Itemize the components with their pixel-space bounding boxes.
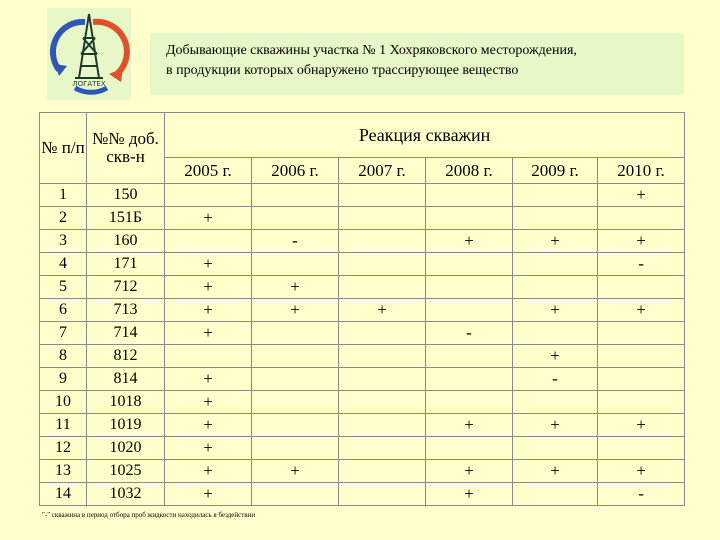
table-row bbox=[40, 230, 685, 253]
reaction-cell bbox=[339, 230, 426, 253]
reaction-cell bbox=[513, 391, 598, 414]
reaction-cell bbox=[252, 483, 339, 506]
header-year: 2010 г. bbox=[598, 158, 685, 184]
reaction-cell: + bbox=[598, 299, 685, 322]
header-well-reaction: Реакция скважин bbox=[165, 113, 685, 158]
reaction-cell bbox=[252, 368, 339, 391]
table-row bbox=[40, 391, 685, 414]
reaction-cell: + bbox=[426, 414, 513, 437]
table-row bbox=[40, 184, 685, 207]
reaction-cell bbox=[513, 322, 598, 345]
reaction-cell bbox=[426, 437, 513, 460]
reaction-cell bbox=[252, 184, 339, 207]
well-number-cell: 1020 bbox=[87, 437, 165, 460]
logo-emblem-icon bbox=[47, 8, 131, 100]
reaction-cell: - bbox=[513, 368, 598, 391]
reaction-cell bbox=[339, 460, 426, 483]
reaction-cell bbox=[339, 368, 426, 391]
row-number-cell: 4 bbox=[40, 253, 87, 276]
reaction-cell: + bbox=[513, 345, 598, 368]
well-number-cell: 150 bbox=[87, 184, 165, 207]
reaction-cell bbox=[252, 207, 339, 230]
well-number-cell: 1025 bbox=[87, 460, 165, 483]
table-row bbox=[40, 437, 685, 460]
footnote: "-" скважина в период отбора проб жидкости находилась в бездействии bbox=[42, 511, 256, 519]
row-number-cell: 8 bbox=[40, 345, 87, 368]
reaction-cell: + bbox=[426, 460, 513, 483]
reaction-cell: - bbox=[598, 483, 685, 506]
well-number-cell: 151Б bbox=[87, 207, 165, 230]
reaction-cell bbox=[252, 437, 339, 460]
reaction-cell: + bbox=[165, 391, 252, 414]
well-number-cell: 1018 bbox=[87, 391, 165, 414]
reaction-cell: + bbox=[165, 253, 252, 276]
title-line-2: в продукции которых обнаружено трассирующее вещество bbox=[166, 63, 519, 78]
reaction-cell bbox=[598, 345, 685, 368]
reaction-cell: + bbox=[513, 414, 598, 437]
table-row bbox=[40, 483, 685, 506]
reaction-cell bbox=[513, 184, 598, 207]
row-number-cell: 7 bbox=[40, 322, 87, 345]
row-number-cell: 3 bbox=[40, 230, 87, 253]
reaction-cell bbox=[426, 368, 513, 391]
reaction-cell bbox=[339, 437, 426, 460]
row-number-cell: 6 bbox=[40, 299, 87, 322]
well-number-cell: 160 bbox=[87, 230, 165, 253]
reaction-cell bbox=[598, 368, 685, 391]
logo-text: ЛОГАТЕХ bbox=[72, 80, 106, 88]
well-number-cell: 1032 bbox=[87, 483, 165, 506]
slide-title bbox=[150, 33, 684, 95]
reaction-cell: + bbox=[513, 460, 598, 483]
title-line-1: Добывающие скважины участка № 1 Хохряковского месторождения, bbox=[166, 43, 577, 58]
reaction-cell: + bbox=[165, 414, 252, 437]
reaction-cell bbox=[426, 184, 513, 207]
reaction-cell: + bbox=[165, 322, 252, 345]
well-number-cell: 171 bbox=[87, 253, 165, 276]
header-year: 2005 г. bbox=[165, 158, 252, 184]
reaction-cell: - bbox=[426, 322, 513, 345]
table-row bbox=[40, 207, 685, 230]
table-row bbox=[40, 345, 685, 368]
reaction-cell bbox=[165, 230, 252, 253]
row-number-cell: 5 bbox=[40, 276, 87, 299]
reaction-cell bbox=[252, 391, 339, 414]
reaction-cell: + bbox=[426, 483, 513, 506]
header-year: 2008 г. bbox=[426, 158, 513, 184]
reaction-cell bbox=[513, 483, 598, 506]
reaction-cell bbox=[513, 276, 598, 299]
reaction-cell: - bbox=[252, 230, 339, 253]
reaction-cell: + bbox=[165, 276, 252, 299]
reaction-cell bbox=[339, 253, 426, 276]
header-row-number: № п/п bbox=[40, 113, 87, 184]
reaction-cell bbox=[513, 253, 598, 276]
row-number-cell: 12 bbox=[40, 437, 87, 460]
reaction-cell bbox=[426, 207, 513, 230]
reaction-cell: + bbox=[339, 299, 426, 322]
reaction-cell: + bbox=[598, 184, 685, 207]
reaction-cell bbox=[339, 207, 426, 230]
reaction-cell: + bbox=[165, 368, 252, 391]
reaction-cell bbox=[339, 276, 426, 299]
reaction-cell bbox=[426, 345, 513, 368]
reaction-cell: + bbox=[165, 460, 252, 483]
row-number-cell: 10 bbox=[40, 391, 87, 414]
well-number-cell: 713 bbox=[87, 299, 165, 322]
table-row bbox=[40, 414, 685, 437]
table-row bbox=[40, 368, 685, 391]
table-row bbox=[40, 299, 685, 322]
reaction-cell: + bbox=[252, 460, 339, 483]
header-year: 2007 г. bbox=[339, 158, 426, 184]
header-year: 2009 г. bbox=[513, 158, 598, 184]
row-number-cell: 9 bbox=[40, 368, 87, 391]
reaction-cell: + bbox=[165, 483, 252, 506]
reaction-cell bbox=[513, 207, 598, 230]
reaction-cell: + bbox=[165, 437, 252, 460]
reaction-cell bbox=[426, 253, 513, 276]
reaction-cell: - bbox=[598, 253, 685, 276]
reaction-cell: + bbox=[252, 299, 339, 322]
well-number-cell: 814 bbox=[87, 368, 165, 391]
reaction-cell bbox=[252, 414, 339, 437]
wells-reaction-table bbox=[39, 112, 685, 506]
reaction-cell bbox=[598, 391, 685, 414]
well-number-cell: 712 bbox=[87, 276, 165, 299]
reaction-cell bbox=[598, 276, 685, 299]
reaction-cell bbox=[339, 391, 426, 414]
reaction-cell bbox=[513, 437, 598, 460]
well-number-cell: 714 bbox=[87, 322, 165, 345]
reaction-cell bbox=[165, 184, 252, 207]
company-logo bbox=[47, 8, 131, 100]
row-number-cell: 14 bbox=[40, 483, 87, 506]
row-number-cell: 11 bbox=[40, 414, 87, 437]
reaction-cell bbox=[252, 345, 339, 368]
reaction-cell: + bbox=[165, 299, 252, 322]
reaction-cell bbox=[252, 322, 339, 345]
reaction-cell: + bbox=[598, 414, 685, 437]
table-row bbox=[40, 460, 685, 483]
well-number-cell: 812 bbox=[87, 345, 165, 368]
reaction-cell bbox=[339, 414, 426, 437]
reaction-cell bbox=[339, 184, 426, 207]
reaction-cell bbox=[252, 253, 339, 276]
reaction-cell bbox=[598, 322, 685, 345]
table-row bbox=[40, 276, 685, 299]
reaction-cell bbox=[426, 276, 513, 299]
reaction-cell bbox=[598, 207, 685, 230]
header-year: 2006 г. bbox=[252, 158, 339, 184]
reaction-cell: + bbox=[426, 230, 513, 253]
reaction-cell: + bbox=[513, 230, 598, 253]
reaction-cell: + bbox=[513, 299, 598, 322]
reaction-cell: + bbox=[252, 276, 339, 299]
reaction-cell bbox=[165, 345, 252, 368]
reaction-cell bbox=[598, 437, 685, 460]
table-row bbox=[40, 253, 685, 276]
header-well-number: №№ доб. скв-н bbox=[87, 113, 165, 184]
reaction-cell bbox=[339, 345, 426, 368]
reaction-cell bbox=[426, 299, 513, 322]
reaction-cell: + bbox=[598, 230, 685, 253]
table-body bbox=[40, 184, 685, 506]
row-number-cell: 13 bbox=[40, 460, 87, 483]
reaction-cell: + bbox=[165, 207, 252, 230]
row-number-cell: 2 bbox=[40, 207, 87, 230]
row-number-cell: 1 bbox=[40, 184, 87, 207]
reaction-cell: + bbox=[598, 460, 685, 483]
table-row bbox=[40, 322, 685, 345]
reaction-cell bbox=[339, 483, 426, 506]
reaction-cell bbox=[426, 391, 513, 414]
well-number-cell: 1019 bbox=[87, 414, 165, 437]
reaction-cell bbox=[339, 322, 426, 345]
